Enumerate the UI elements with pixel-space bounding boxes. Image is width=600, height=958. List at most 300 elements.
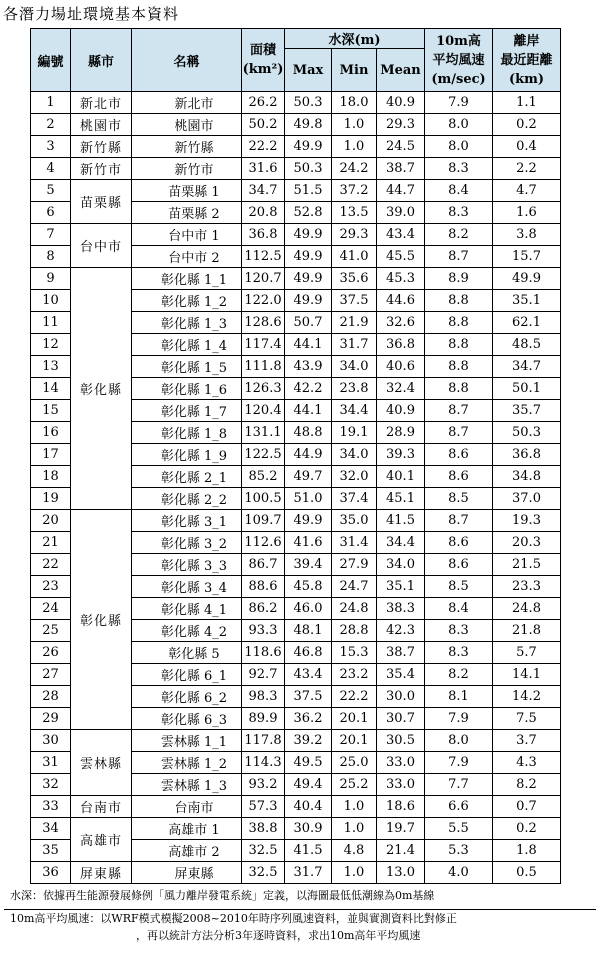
- depth-mean-value: 19.7: [377, 818, 425, 840]
- site-name: 彰化縣 1_4: [132, 334, 242, 356]
- row-number: 2: [31, 114, 71, 136]
- row-number: 29: [31, 708, 71, 730]
- wind-speed-value: 8.9: [425, 268, 493, 290]
- area-value: 112.5: [242, 246, 285, 268]
- table-row: [31, 818, 561, 840]
- area-value: 32.5: [242, 862, 285, 884]
- site-name: 彰化縣 1_6: [132, 378, 242, 400]
- depth-max-value: 46.8: [285, 642, 332, 664]
- distance-value: 34.7: [493, 356, 561, 378]
- row-number: 18: [31, 466, 71, 488]
- depth-max-value: 46.0: [285, 598, 332, 620]
- depth-max-value: 39.4: [285, 554, 332, 576]
- depth-max-value: 49.9: [285, 246, 332, 268]
- row-number: 4: [31, 158, 71, 180]
- distance-value: 1.1: [493, 92, 561, 114]
- depth-min-value: 1.0: [332, 862, 377, 884]
- area-value: 122.0: [242, 290, 285, 312]
- row-number: 3: [31, 136, 71, 158]
- row-number: 15: [31, 400, 71, 422]
- distance-value: 1.8: [493, 840, 561, 862]
- wind-speed-value: 8.8: [425, 378, 493, 400]
- row-number: 28: [31, 686, 71, 708]
- header-depth-mean: Mean: [377, 49, 425, 92]
- depth-min-value: 31.4: [332, 532, 377, 554]
- depth-min-value: 18.0: [332, 92, 377, 114]
- county-cell: 彰化縣: [71, 510, 132, 730]
- site-name: 彰化縣 1_5: [132, 356, 242, 378]
- header-depth: 水深(m): [285, 29, 425, 49]
- depth-mean-value: 28.9: [377, 422, 425, 444]
- depth-max-value: 41.5: [285, 840, 332, 862]
- distance-value: 34.8: [493, 466, 561, 488]
- distance-value: 62.1: [493, 312, 561, 334]
- table-row: [31, 224, 561, 246]
- site-name: 彰化縣 6_3: [132, 708, 242, 730]
- row-number: 8: [31, 246, 71, 268]
- depth-min-value: 1.0: [332, 796, 377, 818]
- depth-mean-value: 30.0: [377, 686, 425, 708]
- depth-min-value: 37.4: [332, 488, 377, 510]
- site-name: 新竹縣: [132, 136, 242, 158]
- site-name: 彰化縣 2_1: [132, 466, 242, 488]
- depth-mean-value: 44.7: [377, 180, 425, 202]
- site-name: 屏東縣: [132, 862, 242, 884]
- depth-max-value: 36.2: [285, 708, 332, 730]
- depth-min-value: 21.9: [332, 312, 377, 334]
- header-num: 編號: [31, 29, 71, 92]
- depth-mean-value: 38.7: [377, 642, 425, 664]
- table-row: [31, 158, 561, 180]
- row-number: 25: [31, 620, 71, 642]
- site-name: 彰化縣 3_3: [132, 554, 242, 576]
- depth-min-value: 37.5: [332, 290, 377, 312]
- area-value: 118.6: [242, 642, 285, 664]
- depth-min-value: 19.1: [332, 422, 377, 444]
- distance-value: 23.3: [493, 576, 561, 598]
- depth-max-value: 44.1: [285, 334, 332, 356]
- depth-min-value: 15.3: [332, 642, 377, 664]
- distance-value: 48.5: [493, 334, 561, 356]
- site-name: 新竹市: [132, 158, 242, 180]
- depth-mean-value: 24.5: [377, 136, 425, 158]
- header-wind: [425, 29, 493, 92]
- wind-speed-value: 6.6: [425, 796, 493, 818]
- site-name: 台南市: [132, 796, 242, 818]
- wind-speed-value: 8.2: [425, 224, 493, 246]
- distance-value: 37.0: [493, 488, 561, 510]
- wind-speed-value: 8.3: [425, 158, 493, 180]
- area-value: 117.8: [242, 730, 285, 752]
- distance-value: 3.8: [493, 224, 561, 246]
- header-dist-line2: 最近距離: [500, 52, 553, 68]
- depth-min-value: 25.2: [332, 774, 377, 796]
- header-dist-line1: 離岸: [513, 33, 540, 49]
- depth-min-value: 23.8: [332, 378, 377, 400]
- wind-speed-value: 8.3: [425, 202, 493, 224]
- row-number: 11: [31, 312, 71, 334]
- footnotes: [10, 887, 457, 944]
- page-title: 各潛力場址環境基本資料: [3, 5, 180, 23]
- county-cell: 苗栗縣: [71, 180, 132, 224]
- area-value: 126.3: [242, 378, 285, 400]
- depth-max-value: 48.8: [285, 422, 332, 444]
- area-value: 117.4: [242, 334, 285, 356]
- distance-value: 50.1: [493, 378, 561, 400]
- header-wind-line2: 平均風速: [432, 52, 485, 68]
- area-value: 38.8: [242, 818, 285, 840]
- depth-min-value: 24.8: [332, 598, 377, 620]
- site-name: 苗栗縣 1: [132, 180, 242, 202]
- distance-value: 14.1: [493, 664, 561, 686]
- depth-min-value: 34.0: [332, 444, 377, 466]
- depth-max-value: 50.7: [285, 312, 332, 334]
- depth-min-value: 1.0: [332, 818, 377, 840]
- area-value: 20.8: [242, 202, 285, 224]
- area-value: 93.3: [242, 620, 285, 642]
- row-number: 35: [31, 840, 71, 862]
- header-depth-min: Min: [332, 49, 377, 92]
- distance-value: 0.7: [493, 796, 561, 818]
- wind-speed-value: 8.7: [425, 400, 493, 422]
- depth-mean-value: 34.0: [377, 554, 425, 576]
- row-number: 13: [31, 356, 71, 378]
- distance-value: 8.2: [493, 774, 561, 796]
- row-number: 34: [31, 818, 71, 840]
- wind-speed-value: 8.8: [425, 290, 493, 312]
- county-cell: 桃園市: [71, 114, 132, 136]
- distance-value: 21.5: [493, 554, 561, 576]
- depth-max-value: 48.1: [285, 620, 332, 642]
- wind-speed-value: 4.0: [425, 862, 493, 884]
- depth-mean-value: 39.3: [377, 444, 425, 466]
- depth-mean-value: 30.5: [377, 730, 425, 752]
- wind-speed-value: 7.9: [425, 752, 493, 774]
- depth-max-value: 49.7: [285, 466, 332, 488]
- wind-speed-value: 8.3: [425, 642, 493, 664]
- depth-max-value: 44.9: [285, 444, 332, 466]
- area-value: 57.3: [242, 796, 285, 818]
- wind-speed-value: 8.5: [425, 488, 493, 510]
- site-name: 彰化縣 5: [132, 642, 242, 664]
- area-value: 111.8: [242, 356, 285, 378]
- depth-mean-value: 36.8: [377, 334, 425, 356]
- site-name: 彰化縣 1_8: [132, 422, 242, 444]
- depth-min-value: 22.2: [332, 686, 377, 708]
- wind-speed-value: 8.0: [425, 136, 493, 158]
- depth-min-value: 41.0: [332, 246, 377, 268]
- depth-min-value: 35.0: [332, 510, 377, 532]
- county-cell: 新竹縣: [71, 136, 132, 158]
- row-number: 27: [31, 664, 71, 686]
- distance-value: 14.2: [493, 686, 561, 708]
- depth-min-value: 13.5: [332, 202, 377, 224]
- area-value: 109.7: [242, 510, 285, 532]
- site-name: 雲林縣 1_1: [132, 730, 242, 752]
- wind-speed-value: 8.6: [425, 532, 493, 554]
- wind-speed-value: 8.7: [425, 422, 493, 444]
- wind-speed-value: 8.7: [425, 510, 493, 532]
- depth-min-value: 20.1: [332, 730, 377, 752]
- wind-speed-value: 8.8: [425, 312, 493, 334]
- distance-value: 4.7: [493, 180, 561, 202]
- depth-min-value: 23.2: [332, 664, 377, 686]
- row-number: 10: [31, 290, 71, 312]
- area-value: 98.3: [242, 686, 285, 708]
- area-value: 85.2: [242, 466, 285, 488]
- site-name: 彰化縣 1_1: [132, 268, 242, 290]
- wind-speed-value: 8.8: [425, 334, 493, 356]
- depth-mean-value: 41.5: [377, 510, 425, 532]
- distance-value: 21.8: [493, 620, 561, 642]
- depth-max-value: 49.4: [285, 774, 332, 796]
- table-row: [31, 796, 561, 818]
- area-value: 86.2: [242, 598, 285, 620]
- county-cell: 雲林縣: [71, 730, 132, 796]
- wind-speed-value: 8.0: [425, 114, 493, 136]
- row-number: 22: [31, 554, 71, 576]
- depth-min-value: 1.0: [332, 114, 377, 136]
- wind-speed-value: 7.9: [425, 708, 493, 730]
- depth-mean-value: 21.4: [377, 840, 425, 862]
- distance-value: 0.4: [493, 136, 561, 158]
- table-row: [31, 510, 561, 532]
- depth-mean-value: 29.3: [377, 114, 425, 136]
- depth-min-value: 20.1: [332, 708, 377, 730]
- distance-value: 4.3: [493, 752, 561, 774]
- distance-value: 36.8: [493, 444, 561, 466]
- header-wind-line3: (m/sec): [431, 71, 486, 87]
- depth-mean-value: 18.6: [377, 796, 425, 818]
- row-number: 12: [31, 334, 71, 356]
- site-name: 彰化縣 1_2: [132, 290, 242, 312]
- depth-max-value: 43.4: [285, 664, 332, 686]
- site-data-table: [30, 28, 561, 884]
- depth-max-value: 49.9: [285, 510, 332, 532]
- site-name: 彰化縣 6_2: [132, 686, 242, 708]
- site-name: 彰化縣 2_2: [132, 488, 242, 510]
- area-value: 89.9: [242, 708, 285, 730]
- depth-max-value: 44.1: [285, 400, 332, 422]
- depth-mean-value: 30.7: [377, 708, 425, 730]
- distance-value: 3.7: [493, 730, 561, 752]
- row-number: 24: [31, 598, 71, 620]
- county-cell: 彰化縣: [71, 268, 132, 510]
- site-name: 彰化縣 3_2: [132, 532, 242, 554]
- wind-speed-value: 5.5: [425, 818, 493, 840]
- site-name: 彰化縣 1_7: [132, 400, 242, 422]
- area-value: 26.2: [242, 92, 285, 114]
- row-number: 30: [31, 730, 71, 752]
- table-row: [31, 268, 561, 290]
- depth-mean-value: 45.1: [377, 488, 425, 510]
- table-row: [31, 180, 561, 202]
- table-row: [31, 92, 561, 114]
- distance-value: 7.5: [493, 708, 561, 730]
- depth-max-value: 50.3: [285, 158, 332, 180]
- area-value: 22.2: [242, 136, 285, 158]
- area-value: 34.7: [242, 180, 285, 202]
- distance-value: 19.3: [493, 510, 561, 532]
- area-value: 100.5: [242, 488, 285, 510]
- row-number: 14: [31, 378, 71, 400]
- depth-mean-value: 38.3: [377, 598, 425, 620]
- depth-note: 水深：依據再生能源發展條例「風力離岸發電系統」定義，以海圖最低低潮線為0m基線: [10, 889, 435, 902]
- depth-min-value: 29.3: [332, 224, 377, 246]
- wind-speed-value: 8.8: [425, 356, 493, 378]
- distance-value: 5.7: [493, 642, 561, 664]
- site-name: 新北市: [132, 92, 242, 114]
- depth-mean-value: 40.9: [377, 92, 425, 114]
- table-body: [31, 92, 561, 884]
- wind-speed-value: 8.6: [425, 444, 493, 466]
- distance-value: 0.2: [493, 818, 561, 840]
- depth-max-value: 42.2: [285, 378, 332, 400]
- area-value: 32.5: [242, 840, 285, 862]
- wind-speed-value: 8.4: [425, 598, 493, 620]
- depth-max-value: 49.9: [285, 136, 332, 158]
- row-number: 36: [31, 862, 71, 884]
- header-name: 名稱: [132, 29, 242, 92]
- wind-speed-value: 8.5: [425, 576, 493, 598]
- depth-mean-value: 32.6: [377, 312, 425, 334]
- row-number: 16: [31, 422, 71, 444]
- wind-speed-value: 8.1: [425, 686, 493, 708]
- header-distance: [493, 29, 561, 92]
- depth-max-value: 37.5: [285, 686, 332, 708]
- depth-min-value: 24.2: [332, 158, 377, 180]
- distance-value: 35.7: [493, 400, 561, 422]
- wind-speed-value: 7.9: [425, 92, 493, 114]
- depth-min-value: 37.2: [332, 180, 377, 202]
- site-name: 彰化縣 3_4: [132, 576, 242, 598]
- distance-value: 24.8: [493, 598, 561, 620]
- county-cell: 新竹市: [71, 158, 132, 180]
- wind-speed-value: 8.4: [425, 180, 493, 202]
- depth-max-value: 52.8: [285, 202, 332, 224]
- depth-max-value: 31.7: [285, 862, 332, 884]
- row-number: 6: [31, 202, 71, 224]
- area-value: 88.6: [242, 576, 285, 598]
- area-value: 92.7: [242, 664, 285, 686]
- row-number: 1: [31, 92, 71, 114]
- depth-mean-value: 35.4: [377, 664, 425, 686]
- site-name: 雲林縣 1_2: [132, 752, 242, 774]
- distance-value: 50.3: [493, 422, 561, 444]
- area-value: 114.3: [242, 752, 285, 774]
- header-depth-max: Max: [285, 49, 332, 92]
- site-name: 台中市 2: [132, 246, 242, 268]
- depth-mean-value: 44.6: [377, 290, 425, 312]
- depth-mean-value: 32.4: [377, 378, 425, 400]
- area-value: 120.4: [242, 400, 285, 422]
- header-area-line2: (km²): [242, 62, 284, 77]
- site-name: 高雄市 2: [132, 840, 242, 862]
- depth-min-value: 25.0: [332, 752, 377, 774]
- table-row: [31, 114, 561, 136]
- depth-max-value: 49.9: [285, 290, 332, 312]
- wind-note-line2: ，再以統計方法分析3年逐時資料，求出10m高年平均風速: [136, 929, 421, 942]
- depth-mean-value: 13.0: [377, 862, 425, 884]
- site-name: 彰化縣 4_1: [132, 598, 242, 620]
- depth-max-value: 40.4: [285, 796, 332, 818]
- depth-mean-value: 33.0: [377, 752, 425, 774]
- depth-min-value: 31.7: [332, 334, 377, 356]
- row-number: 19: [31, 488, 71, 510]
- site-name: 雲林縣 1_3: [132, 774, 242, 796]
- site-name: 苗栗縣 2: [132, 202, 242, 224]
- area-value: 50.2: [242, 114, 285, 136]
- header-county: 縣市: [71, 29, 132, 92]
- site-name: 彰化縣 4_2: [132, 620, 242, 642]
- depth-mean-value: 40.9: [377, 400, 425, 422]
- depth-max-value: 41.6: [285, 532, 332, 554]
- distance-value: 20.3: [493, 532, 561, 554]
- wind-speed-value: 8.0: [425, 730, 493, 752]
- wind-speed-value: 8.2: [425, 664, 493, 686]
- depth-min-value: 1.0: [332, 136, 377, 158]
- site-name: 台中市 1: [132, 224, 242, 246]
- area-value: 93.2: [242, 774, 285, 796]
- depth-mean-value: 40.6: [377, 356, 425, 378]
- wind-speed-value: 8.3: [425, 620, 493, 642]
- depth-min-value: 28.8: [332, 620, 377, 642]
- depth-mean-value: 35.1: [377, 576, 425, 598]
- depth-mean-value: 45.3: [377, 268, 425, 290]
- row-number: 32: [31, 774, 71, 796]
- depth-max-value: 49.5: [285, 752, 332, 774]
- depth-max-value: 51.0: [285, 488, 332, 510]
- row-number: 17: [31, 444, 71, 466]
- depth-min-value: 27.9: [332, 554, 377, 576]
- depth-mean-value: 43.4: [377, 224, 425, 246]
- table-row: [31, 862, 561, 884]
- depth-min-value: 34.0: [332, 356, 377, 378]
- header-area-line1: 面積: [249, 43, 276, 58]
- area-value: 31.6: [242, 158, 285, 180]
- area-value: 112.6: [242, 532, 285, 554]
- distance-value: 0.5: [493, 862, 561, 884]
- depth-mean-value: 40.1: [377, 466, 425, 488]
- depth-mean-value: 38.7: [377, 158, 425, 180]
- distance-value: 15.7: [493, 246, 561, 268]
- depth-max-value: 49.8: [285, 114, 332, 136]
- distance-value: 1.6: [493, 202, 561, 224]
- distance-value: 0.2: [493, 114, 561, 136]
- county-cell: 新北市: [71, 92, 132, 114]
- header-wind-line1: 10m高: [436, 33, 481, 49]
- depth-min-value: 35.6: [332, 268, 377, 290]
- county-cell: 高雄市: [71, 818, 132, 862]
- depth-mean-value: 39.0: [377, 202, 425, 224]
- depth-max-value: 51.5: [285, 180, 332, 202]
- depth-max-value: 49.9: [285, 224, 332, 246]
- header-dist-line3: (km): [508, 71, 545, 87]
- depth-min-value: 34.4: [332, 400, 377, 422]
- depth-min-value: 24.7: [332, 576, 377, 598]
- row-number: 5: [31, 180, 71, 202]
- wind-speed-value: 8.6: [425, 554, 493, 576]
- distance-value: 2.2: [493, 158, 561, 180]
- depth-min-value: 32.0: [332, 466, 377, 488]
- site-name: 桃園市: [132, 114, 242, 136]
- site-name: 高雄市 1: [132, 818, 242, 840]
- wind-speed-value: 8.6: [425, 466, 493, 488]
- distance-value: 35.1: [493, 290, 561, 312]
- area-value: 86.7: [242, 554, 285, 576]
- wind-speed-value: 7.7: [425, 774, 493, 796]
- area-value: 128.6: [242, 312, 285, 334]
